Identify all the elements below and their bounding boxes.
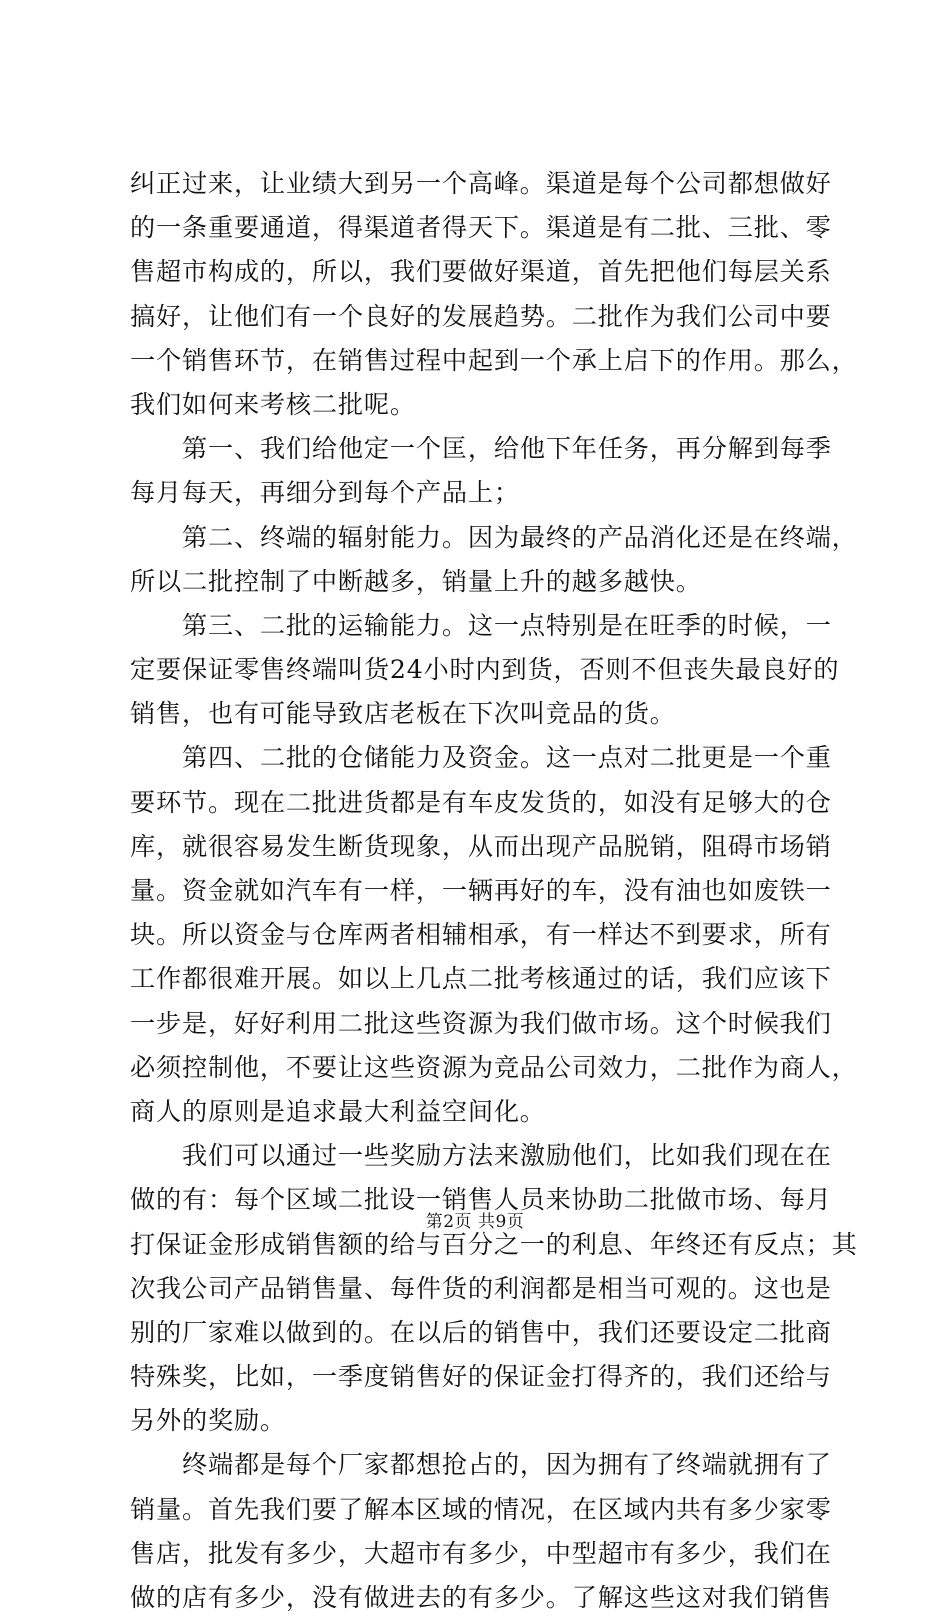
body-text [130,162,858,1620]
text-line: 量。资金就如汽车有一样，一辆再好的车，没有油也如废铁一 [130,876,832,905]
text-line: 搞好，让他们有一个良好的发展趋势。二批作为我们公司中要 [130,301,832,331]
text-line: 销售，也有可能导致店老板在下次叫竞品的货。 [130,699,676,729]
text-line: 的一条重要通道，得渠道者得天下。渠道是有二批、三批、零 [130,213,832,243]
text-line: 块。所以资金与仓库两者相辅相承，有一样达不到要求，所有 [130,920,832,950]
text-line: 库，就很容易发生断货现象，从而出现产品脱销，阻碍市场销 [130,831,832,861]
paragraph-start-line: 第二、终端的辐射能力。因为最终的产品消化还是在终端， [182,522,858,552]
text-line: 我们如何来考核二批呢。 [130,389,416,419]
text-line: 商人的原则是追求最大利益空间化。 [130,1096,546,1126]
paragraph-start-line: 第四、二批的仓储能力及资金。这一点对二批更是一个重 [182,743,832,773]
text-line: 一个销售环节，在销售过程中起到一个承上启下的作用。那么， [130,345,858,375]
text-line: 售超市构成的，所以，我们要做好渠道，首先把他们每层关系 [130,257,832,287]
page-footer [0,1210,950,1234]
text-line: 做的有：每个区域二批设一销售人员来协助二批做市场、每月 [130,1185,832,1215]
page-number-label: 第2页 共9页 [425,1212,525,1232]
paragraph-start-line: 第三、二批的运输能力。这一点特别是在旺季的时候，一 [182,610,832,640]
paragraph-start-line: 第一、我们给他定一个匡，给他下年任务，再分解到每季 [182,434,832,464]
text-line: 工作都很难开展。如以上几点二批考核通过的话，我们应该下 [130,964,832,994]
text-line: 定要保证零售终端叫货24小时内到货，否则不但丧失最良好的 [130,655,840,685]
text-line: 每月每天，再细分到每个产品上； [130,478,520,508]
text-line: 所以二批控制了中断越多，销量上升的越多越快。 [130,566,702,596]
text-line: 另外的奖励。 [130,1406,286,1436]
text-line: 销量。首先我们要了解本区域的情况，在区域内共有多少家零 [130,1494,832,1524]
text-line: 别的厂家难以做到的。在以后的销售中，我们还要设定二批商 [130,1317,832,1347]
text-line: 售店，批发有多少，大超市有多少，中型超市有多少，我们在 [130,1538,832,1568]
text-line: 打保证金形成销售额的给与百分之一的利息、年终还有反点；其 [130,1229,858,1259]
text-line: 一步是，好好利用二批这些资源为我们做市场。这个时候我们 [130,1008,832,1038]
text-line: 必须控制他，不要让这些资源为竞品公司效力，二批作为商人， [130,1052,858,1082]
text-line: 特殊奖，比如，一季度销售好的保证金打得齐的，我们还给与 [130,1362,832,1392]
paragraph-start-line: 终端都是每个厂家都想抢占的，因为拥有了终端就拥有了 [182,1450,832,1480]
paragraph-start-line: 我们可以通过一些奖励方法来激励他们，比如我们现在在 [182,1141,832,1171]
text-line: 次我公司产品销售量、每件货的利润都是相当可观的。这也是 [130,1273,832,1303]
text-line: 要环节。现在二批进货都是有车皮发货的，如没有足够大的仓 [130,787,832,817]
text-line: 纠正过来，让业绩大到另一个高峰。渠道是每个公司都想做好 [130,169,832,198]
text-line: 做的店有多少，没有做进去的有多少。了解这些这对我们销售 [130,1583,832,1612]
